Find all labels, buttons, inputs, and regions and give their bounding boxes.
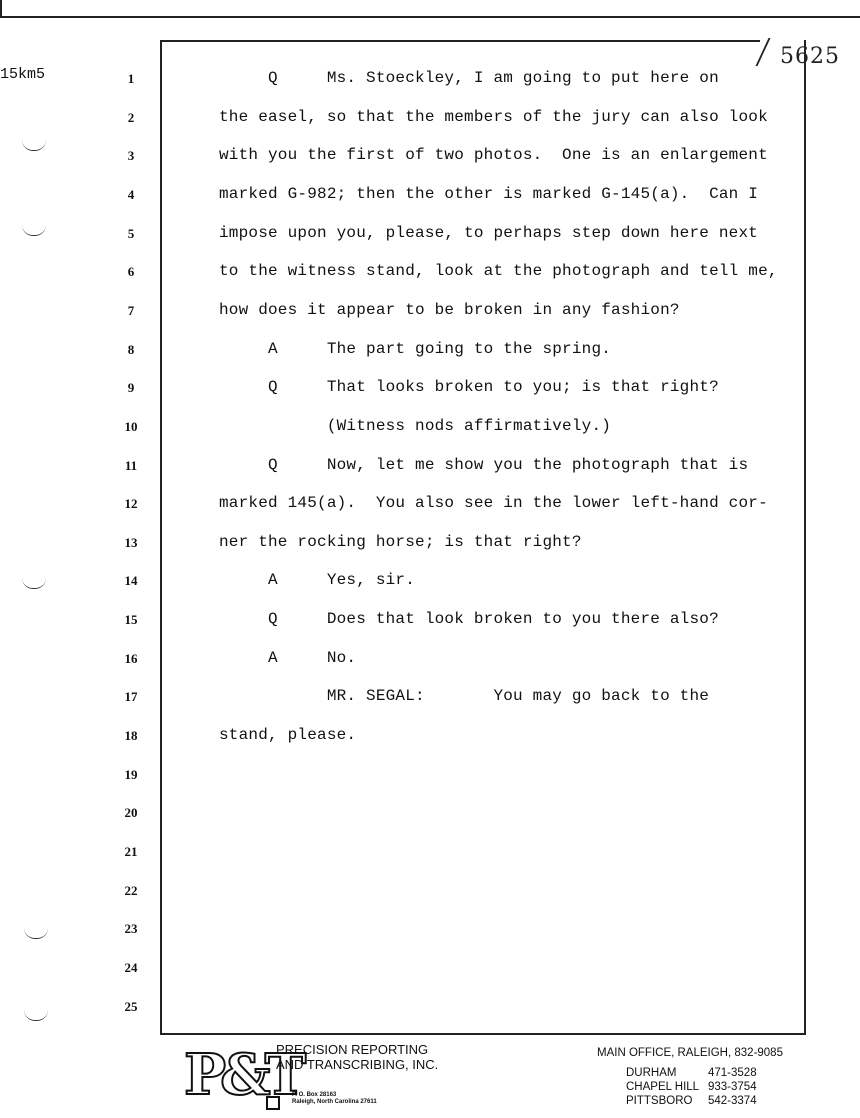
company-name-line1: PRECISION REPORTING [276,1042,429,1057]
transcript-line: Q Now, let me show you the photograph that is [219,456,749,474]
line-number: 2 [127,110,135,125]
binding-hole-mark [24,1010,48,1021]
binding-hole-mark [22,578,46,589]
office-city: DURHAM [626,1067,677,1079]
line-number: 22 [124,883,138,898]
transcript-line: Q Does that look broken to you there also? [219,610,719,628]
line-number: 19 [124,767,138,782]
line-number: 13 [124,535,138,550]
line-number: 10 [124,419,138,434]
line-number: 15 [124,612,138,627]
office-phone: 542-3374 [708,1095,757,1107]
line-number: 23 [124,921,138,936]
transcript-line: A No. [219,649,357,667]
line-number: 9 [127,380,135,395]
top-rule-edge [0,0,2,16]
transcript-line: the easel, so that the members of the jury can also look [219,108,768,126]
line-number: 1 [127,71,135,86]
office-phone: 933-3754 [708,1081,757,1093]
line-number: 20 [124,805,138,820]
po-box: P. O. Box 28163 [292,1092,337,1098]
transcript-line: A Yes, sir. [219,571,416,589]
transcript-line: how does it appear to be broken in any fashion? [219,301,680,319]
office-row [626,1067,757,1079]
company-address [292,1092,377,1106]
office-phone: 471-3528 [708,1067,757,1079]
line-number: 17 [124,689,138,704]
transcript-line: with you the first of two photos. One is an enlargement [219,146,768,164]
company-name [276,1042,438,1072]
line-number: 16 [124,651,138,666]
transcript-line: A The part going to the spring. [219,340,612,358]
line-number: 4 [127,187,135,202]
binding-hole-mark [22,225,46,236]
line-number: 11 [124,458,138,473]
logo-square-mark [266,1096,280,1110]
logo-letters: P&T [184,1042,301,1108]
line-number: 5 [127,226,135,241]
office-city: CHAPEL HILL [626,1081,700,1093]
line-number: 24 [124,960,138,975]
main-office: MAIN OFFICE, RALEIGH, 832-9085 [597,1047,783,1059]
transcript-line: stand, please. [219,726,357,744]
line-number: 8 [127,342,135,357]
company-logo [182,1042,301,1112]
transcript-line: ner the rocking horse; is that right? [219,533,582,551]
transcript-line: to the witness stand, look at the photograph and tell me, [219,262,778,280]
line-number: 18 [124,728,138,743]
page-number: 5625 [780,44,840,69]
binding-hole-mark [24,928,48,939]
line-number: 25 [124,999,138,1014]
transcript-line: impose upon you, please, to perhaps step down here next [219,224,759,242]
office-city: PITTSBORO [626,1095,693,1107]
binding-hole-mark [22,140,46,151]
top-rule [0,0,860,18]
line-number: 12 [124,496,138,511]
line-number: 3 [127,148,135,163]
po-city: Raleigh, North Carolina 27611 [292,1099,377,1105]
transcript-line: (Witness nods affirmatively.) [219,417,612,435]
transcript-line: Q That looks broken to you; is that right? [219,378,719,396]
office-row [626,1095,757,1107]
transcript-line: MR. SEGAL: You may go back to the [219,687,710,705]
office-row [626,1081,757,1093]
line-number: 21 [124,844,138,859]
transcript-line: marked G-982; then the other is marked G-145(a). Can I [219,185,759,203]
line-number: 7 [127,303,135,318]
line-number: 6 [127,264,135,279]
company-name-line2: AND TRANSCRIBING, INC. [276,1057,439,1072]
margin-note: 15km5 [0,66,46,83]
transcript-line: Q Ms. Stoeckley, I am going to put here on [219,69,719,87]
line-number: 14 [124,573,138,588]
transcript-line: marked 145(a). You also see in the lower left-hand cor- [219,494,768,512]
